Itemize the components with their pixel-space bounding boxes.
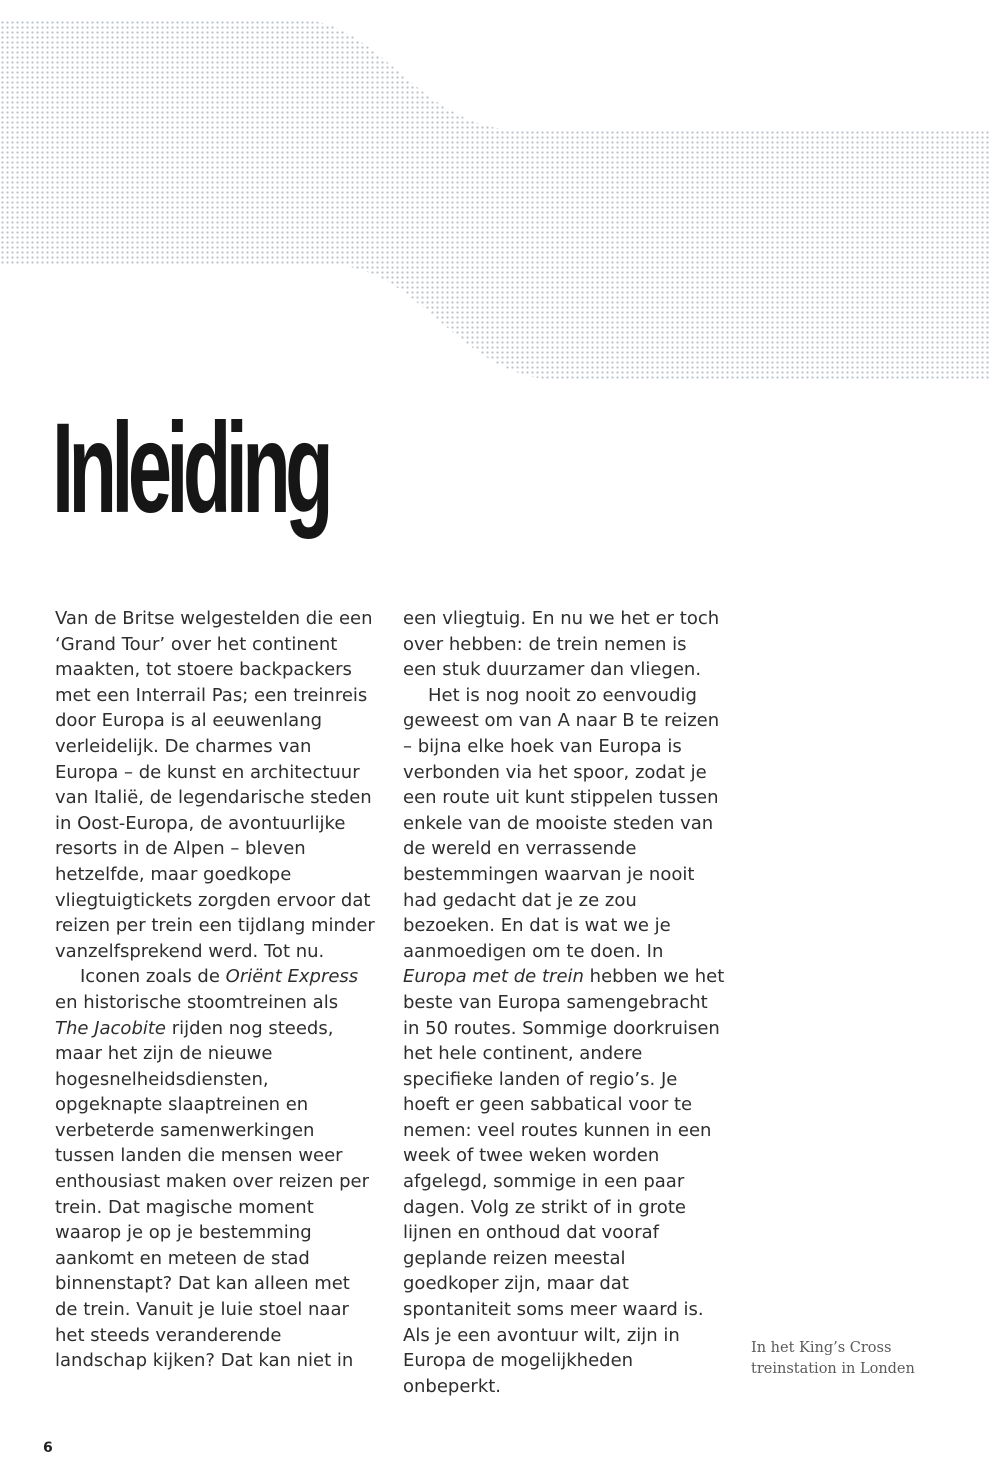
text-run: en historische stoomtreinen als [55,991,339,1013]
body-paragraph: Van de Britse welgestelden die een ‘Grand Tour’ over het continent maakten, tot stoere backpackers met een Interrail Pas; een treinreis door Europa is al eeuwenlang verleidelijk. De charmes van Europa – de kunst en architectuur van Italië, de legendarische steden in Oost-Europa, de avontuurlijke resorts in de Alpen – bleven hetzelfde, maar goedkope vliegtuigtickets zorgden ervoor dat reizen per trein een tijdlang minder vanzelfsprekend werd. Tot nu. [55,608,375,962]
italic-title: Oriënt Express [225,966,359,988]
text-run: rijden nog steeds, maar het zijn de nieuwe hogesnelheidsdiensten, opgeknapte slaaptreinen en verbeterde samenwerkingen tussen landen die mensen weer enthousiast maken over reizen per trein. Dat magische moment waarop je op je bestemming aankomt en meteen de stad binnenstapt? Dat kan alleen met de trein. Vanuit je luie stoel naar het steeds veranderende landschap kijken? Dat kan niet in [55,1017,369,1372]
page-number: 6 [43,1440,53,1456]
photo-caption: In het King’s Cross treinstation in Londen [751,1340,915,1377]
dotted-wave-pattern [0,0,989,385]
body-column-left [55,606,377,1374]
text-run: Iconen zoals de [80,966,226,988]
body-paragraph: een vliegtuig. En nu we het er toch over hebben: de trein nemen is een stuk duurzamer dan vliegen. [403,608,720,681]
page-title: Inleiding [52,397,329,540]
text-run: hebben we het beste van Europa samengebracht in 50 routes. Sommige doorkruisen het hele continent, andere specifieke landen of regio’s. Je hoeft er geen sabbatical voor te nemen: veel routes kunnen in een week of twee weken worden afgelegd, sommige in een paar dagen. Volg ze strikt of in grote lijnen en onthoud dat vooraf geplande reizen meestal goedkoper zijn, maar dat spontaniteit soms meer waard is. Als je een avontuur wilt, zijn in Europa de mogelijkheden onbeperkt. [403,966,725,1397]
body-column-middle [403,606,725,1399]
body-paragraph [403,683,725,1400]
text-run: Het is nog nooit zo eenvoudig geweest om van A naar B te reizen – bijna elke hoek van Europa is verbonden via het spoor, zodat je een route uit kunt stippelen tussen enkele van de mooiste steden van de wereld en verrassende bestemmingen waarvan je nooit had gedacht dat je ze zou bezoeken. En dat is wat we je aanmoedigen om te doen. In [403,684,720,962]
italic-title: The Jacobite [55,1017,167,1039]
italic-title: Europa met de trein [403,966,584,988]
body-paragraph [55,964,377,1374]
